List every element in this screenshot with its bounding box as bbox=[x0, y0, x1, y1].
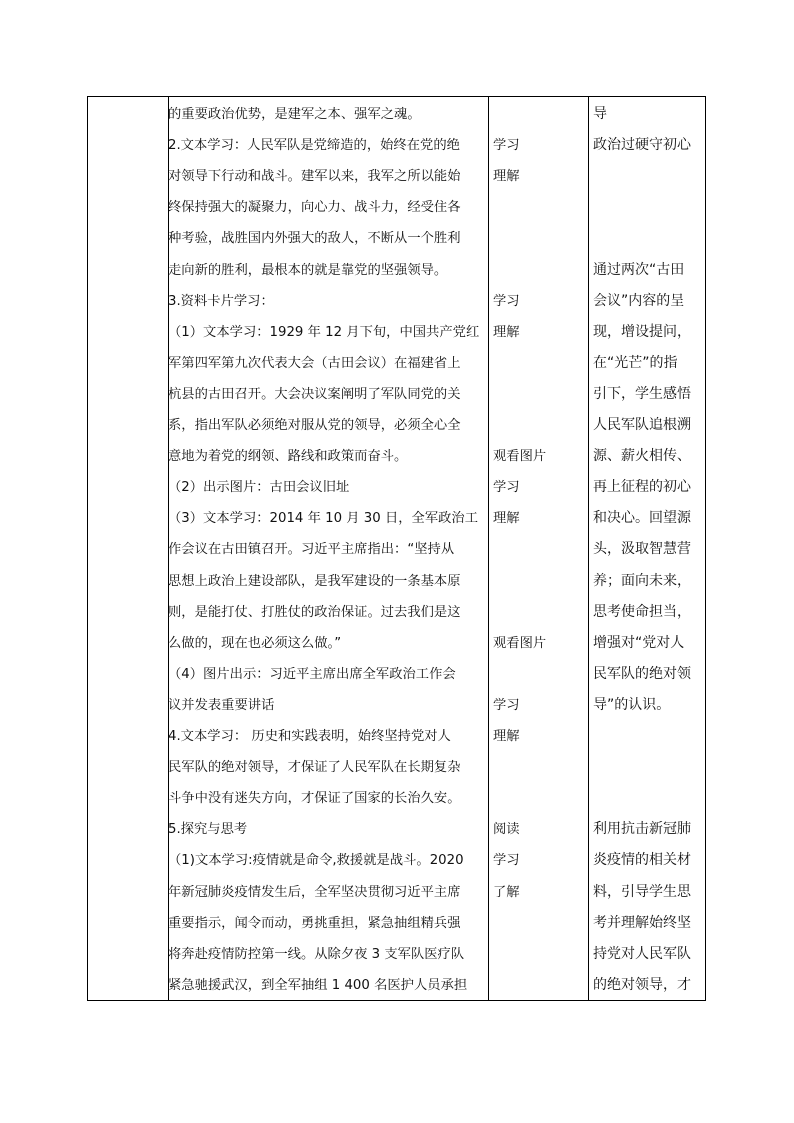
text-line: 考并理解始终坚 bbox=[593, 914, 691, 931]
text-line: 的绝对领导，才 bbox=[593, 976, 691, 993]
text-line: 系，指出军队必须绝对服从党的领导，必须全心全 bbox=[168, 418, 461, 433]
text-line: 民军队的绝对领 bbox=[593, 665, 691, 682]
text-line: 学习 bbox=[493, 697, 520, 713]
text-line: 将奔赴疫情防控第一线。从除夕夜 3 支军队医疗队 bbox=[168, 946, 465, 962]
text-line: 作会议在古田镇召开。习近平主席指出：“坚持从 bbox=[168, 542, 455, 558]
text-line: 政治过硬守初心 bbox=[593, 137, 691, 154]
text-line: 学习 bbox=[493, 480, 520, 496]
text-line: 么做的，现在也必须这么做。” bbox=[168, 635, 342, 651]
text-line: 阅读 bbox=[493, 822, 520, 838]
text-line: 思考使命担当， bbox=[593, 603, 691, 620]
text-line: 民军队的绝对领导，才保证了人民军队在长期复杂 bbox=[168, 760, 461, 776]
text-line: 会议”内容的呈 bbox=[593, 292, 685, 309]
text-line: 头，汲取智慧营 bbox=[593, 541, 691, 558]
text-line: 终保持强大的凝聚力，向心力、战斗力，经受住各 bbox=[168, 200, 461, 216]
text-line: 导”的认识。 bbox=[593, 696, 671, 713]
text-line: （1)文本学习:疫情就是命令,救援就是战斗。2020 bbox=[168, 853, 464, 869]
text-line: 意地为着党的纲领、路线和政策而奋斗。 bbox=[168, 449, 408, 465]
text-line: 学习 bbox=[493, 853, 520, 869]
text-line: 则，是能打仗、打胜仗的政治保证。过去我们是这 bbox=[168, 604, 461, 620]
text-line: 了解 bbox=[493, 884, 520, 900]
text-line: 年新冠肺炎疫情发生后，全军坚决贯彻习近平主席 bbox=[168, 884, 461, 900]
text-line: 2.文本学习：人民军队是党缔造的，始终在党的绝 bbox=[168, 138, 460, 154]
text-line: 再上征程的初心 bbox=[593, 479, 691, 496]
text-line: 利用抗击新冠肺 bbox=[593, 821, 691, 838]
text-line: 观看图片 bbox=[493, 449, 547, 465]
text-line: 观看图片 bbox=[493, 635, 547, 651]
text-line: 在“光芒”的指 bbox=[593, 354, 678, 371]
text-line: 学习 bbox=[493, 293, 520, 309]
text-line: 重要指示，闻令而动，勇挑重担，紧急抽组精兵强 bbox=[168, 915, 461, 931]
text-line: 4.文本学习： 历史和实践表明，始终坚持党对人 bbox=[168, 729, 451, 744]
text-line: 导 bbox=[593, 106, 607, 122]
text-line: 紧急驰援武汉，到全军抽组 1 400 名医护人员承担 bbox=[168, 977, 468, 993]
text-line: 斗争中没有迷失方向，才保证了国家的长治久安。 bbox=[168, 791, 461, 807]
column-divider bbox=[488, 97, 489, 1000]
text-line: 理解 bbox=[493, 169, 520, 185]
text-line: 种考验，战胜国内外强大的敌人，不断从一个胜利 bbox=[168, 231, 461, 247]
text-line: 杭县的古田召开。大会决议案阐明了军队同党的关 bbox=[168, 386, 461, 402]
text-line: 增强对“党对人 bbox=[593, 634, 685, 651]
text-line: 对领导下行动和战斗。建军以来，我军之所以能始 bbox=[168, 169, 461, 185]
lesson-plan-table bbox=[87, 96, 706, 1001]
text-line: 思想上政治上建设部队，是我军建设的一条基本原 bbox=[168, 573, 461, 589]
text-line: 和决心。回望源 bbox=[593, 510, 691, 527]
text-line: 引下，学生感悟 bbox=[593, 385, 691, 402]
text-line: （2）出示图片：古田会议旧址 bbox=[168, 480, 350, 496]
text-line: 现，增设提问， bbox=[593, 323, 691, 340]
text-line: 料，引导学生思 bbox=[593, 883, 691, 900]
text-line: 学习 bbox=[493, 138, 520, 154]
text-line: 人民军队追根溯 bbox=[593, 417, 691, 433]
text-line: 的重要政治优势，是建军之本、强军之魂。 bbox=[168, 107, 421, 122]
text-line: 3.资料卡片学习： bbox=[168, 293, 274, 309]
text-line: 5.探究与思考 bbox=[168, 822, 248, 838]
text-line: （1）文本学习：1929 年 12 月下旬，中国共产党红 bbox=[168, 324, 480, 340]
text-line: 走向新的胜利，最根本的就是靠党的坚强领导。 bbox=[168, 262, 448, 278]
text-line: 议并发表重要讲话 bbox=[168, 697, 275, 713]
text-line: 源、薪火相传、 bbox=[593, 448, 691, 465]
text-line: 理解 bbox=[493, 511, 520, 527]
text-line: 炎疫情的相关材 bbox=[593, 852, 691, 869]
text-line: 理解 bbox=[493, 324, 520, 340]
text-line: 持党对人民军队 bbox=[593, 945, 691, 962]
column-divider bbox=[588, 97, 589, 1000]
text-line: （4）图片出示：习近平主席出席全军政治工作会 bbox=[168, 666, 456, 682]
text-line: 养；面向未来， bbox=[593, 572, 691, 589]
text-line: （3）文本学习：2014 年 10 月 30 日，全军政治工 bbox=[168, 511, 479, 527]
text-line: 军第四军第九次代表大会（古田会议）在福建省上 bbox=[168, 355, 461, 371]
text-line: 理解 bbox=[493, 729, 520, 744]
text-line: 通过两次“古田 bbox=[593, 261, 685, 278]
